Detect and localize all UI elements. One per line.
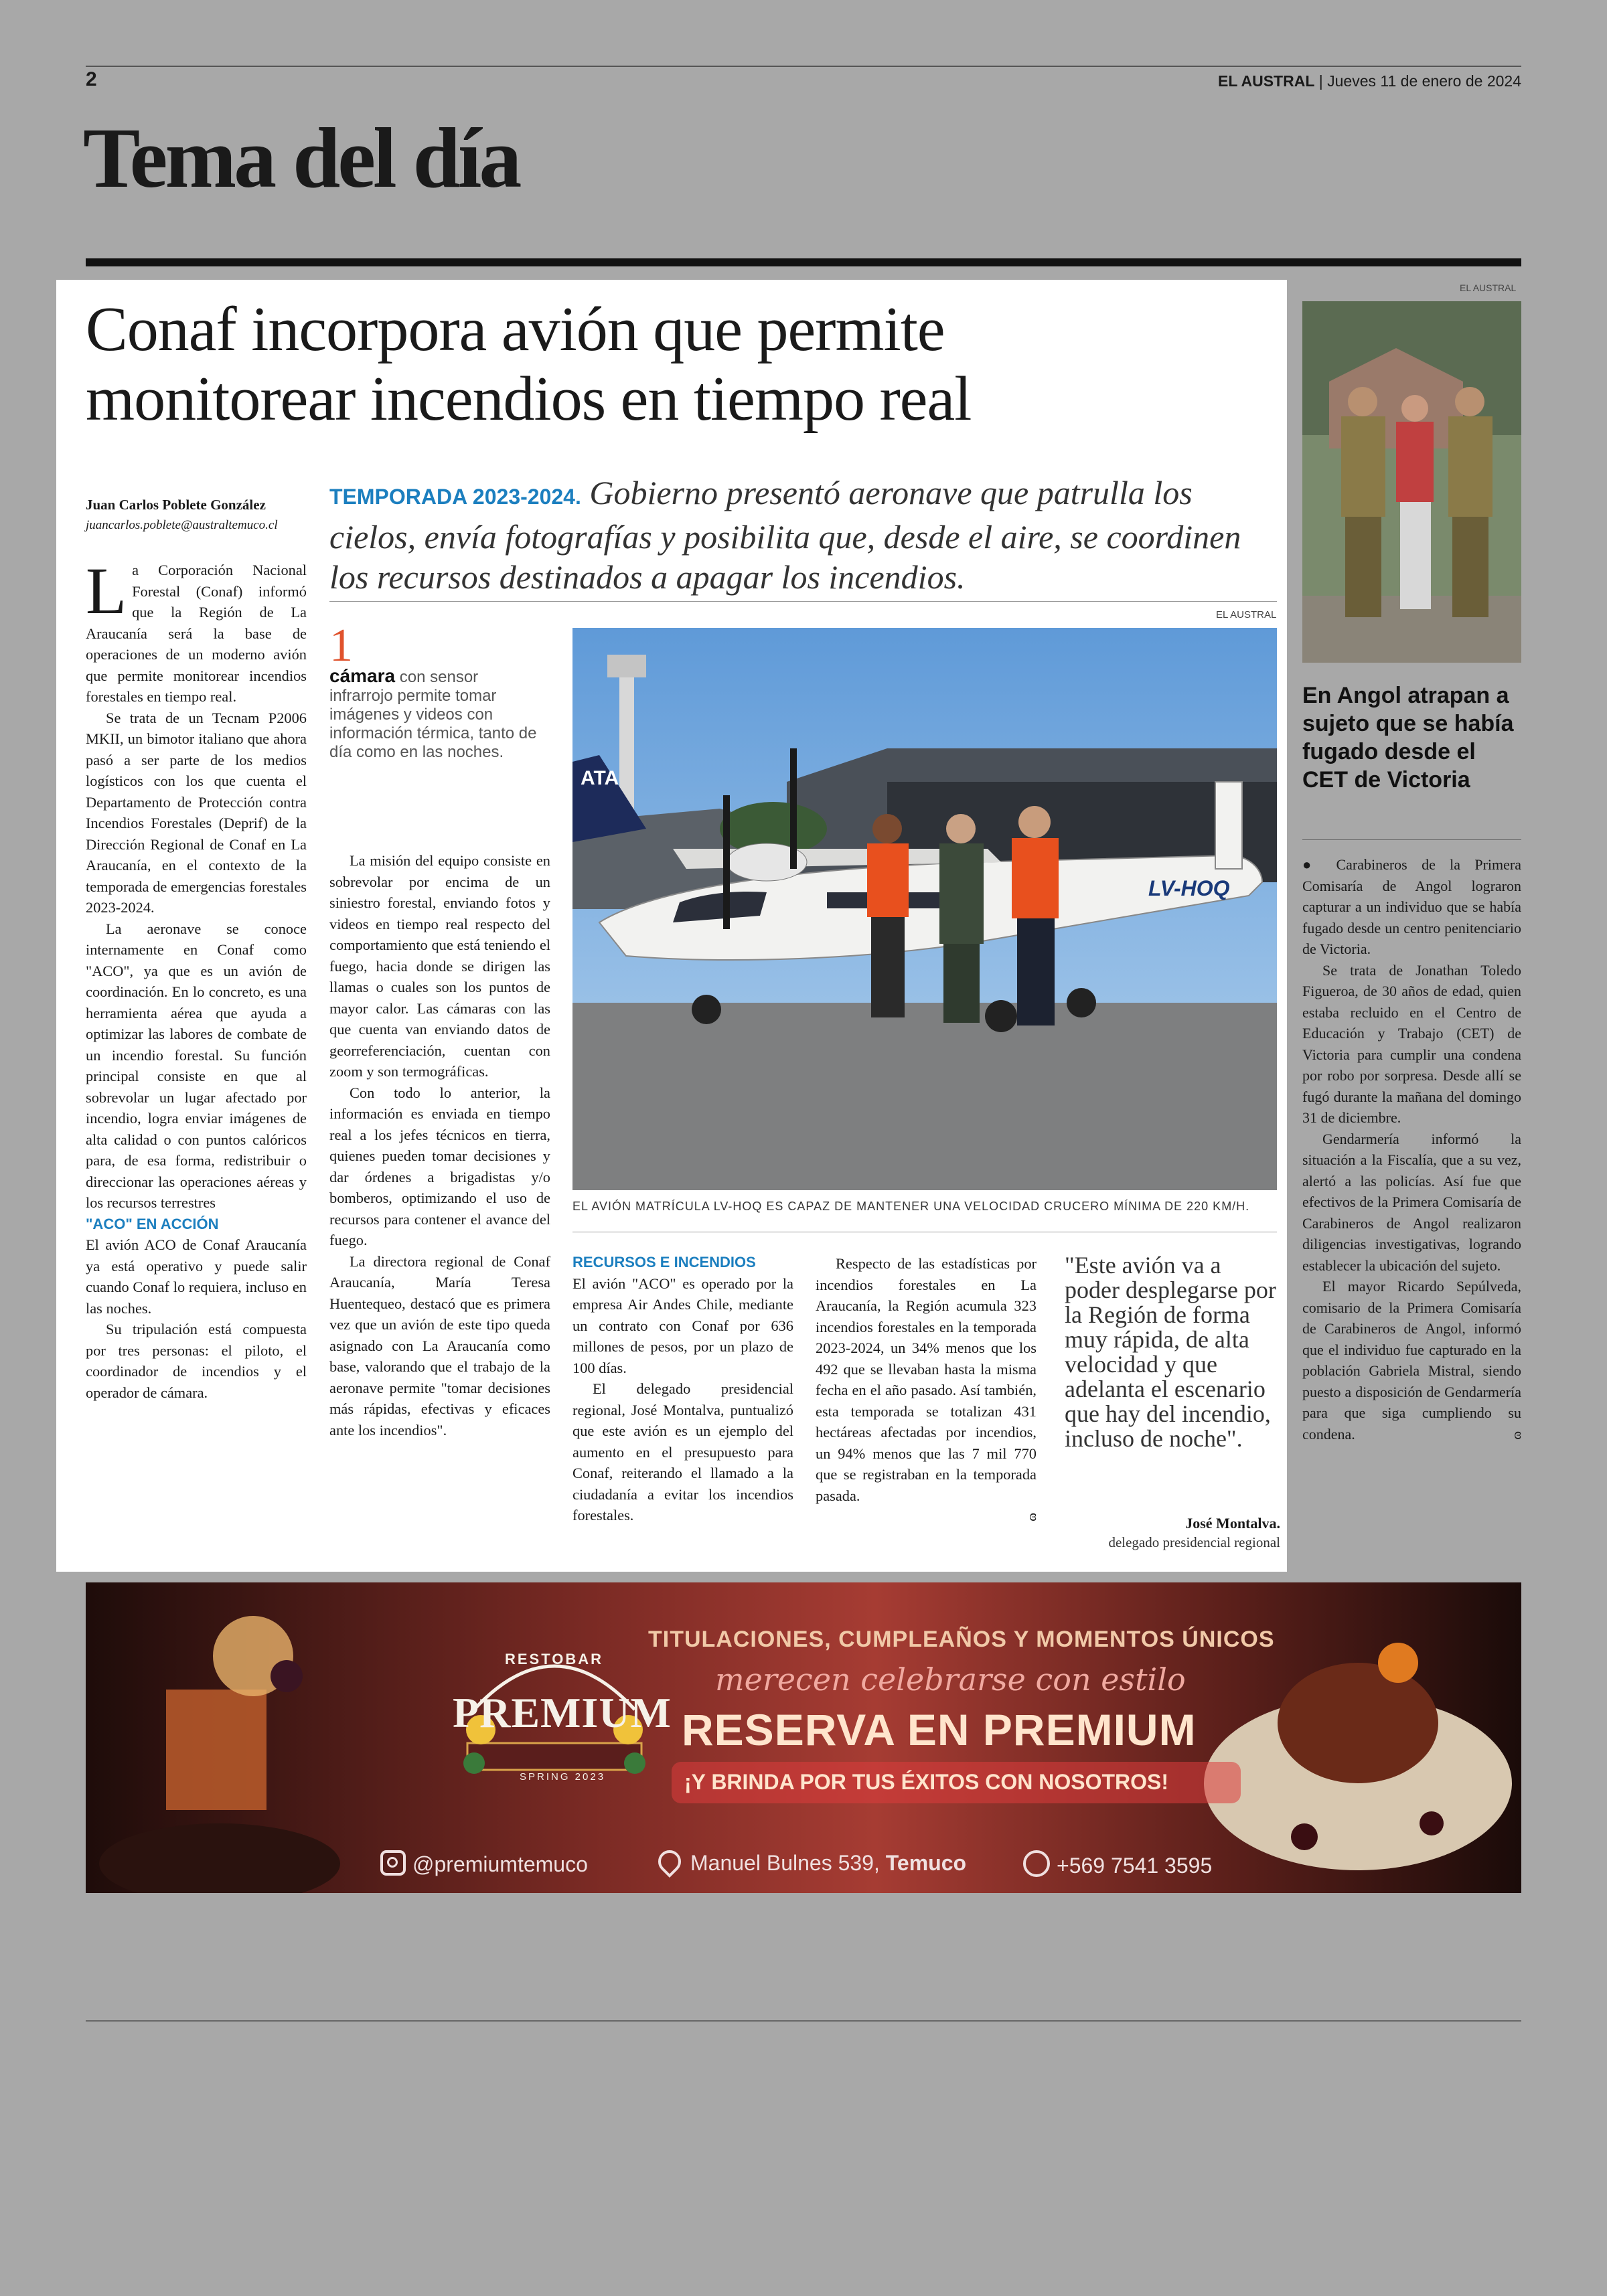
author-email[interactable]: juancarlos.poblete@australtemuco.cl [86, 518, 278, 532]
logo-name: PREMIUM [453, 1689, 672, 1736]
ad-instagram[interactable] [380, 1850, 588, 1877]
advertisement[interactable] [86, 1582, 1521, 1893]
stat-number: 1 [329, 620, 353, 671]
paragraph: El delegado presidencial regional, José Montalva, puntualizó que este avión es un ejemplo del aumento en el presupuesto para Conaf, reiterando el llamado a la ciudadanía a evitar los incendios forestales. [572, 1380, 793, 1524]
paragraph: El avión ACO de Conaf Araucanía ya está operativo y puede salir cuando Conaf lo requiera, incluso en las noches. [86, 1236, 307, 1317]
wheel [692, 995, 721, 1024]
paragraph-text: a Corporación Nacional Forestal (Conaf) informó que la Región de La Araucanía será la base de operaciones de un moderno avión que permite monitorear incendios forestales en tiempo real. [86, 562, 307, 705]
tail [1215, 782, 1242, 869]
quote-author-role: delegado presidencial regional [1108, 1534, 1280, 1550]
article-column-1 [86, 554, 307, 1403]
wheel [1067, 988, 1096, 1017]
paragraph: El mayor Ricardo Sepúlveda, comisario de la Primera Comisaría de Carabineros de Angol, informó que el individuo fue capturado en la población Gabriela Mistral, siendo puesto a disposición de Gendarmería para que siga cumpliendo su condena. [1302, 1278, 1521, 1443]
article-headline [86, 295, 1278, 434]
stat-description: con sensor infrarrojo permite tomar imágenes y videos con información térmica, tanto de día como en las noches. [329, 668, 537, 761]
sidebar-rule [1302, 839, 1521, 840]
headline-line-1: Conaf incorpora avión que permite [86, 295, 945, 364]
quote-author: José Montalva. [1185, 1515, 1280, 1532]
top-rule [86, 66, 1521, 67]
stat-text [329, 667, 544, 762]
sidebar-column [1302, 854, 1521, 1446]
article-column-3 [572, 1238, 793, 1526]
propeller-2 [790, 748, 797, 869]
tarmac [572, 1003, 1277, 1190]
ad-headline: RESERVA EN PREMIUM [682, 1705, 1197, 1754]
ad-tagline: TITULACIONES, CUMPLEAÑOS Y MOMENTOS ÚNICOS [648, 1627, 1275, 1652]
wheel [985, 1000, 1017, 1032]
photo-caption: EL AVIÓN MATRÍCULA LV-HOQ ES CAPAZ DE MANTENER UNA VELOCIDAD CRUCERO MÍNIMA DE 220 KM/H. [572, 1200, 1250, 1213]
ad-script-line: merecen celebrarse con estilo [715, 1661, 1186, 1698]
detainee [1396, 395, 1434, 609]
sidebar-photo [1302, 301, 1521, 663]
section-title: Tema del día [83, 110, 520, 206]
address-city: Temuco [885, 1851, 967, 1875]
paragraph: Gendarmería informó la situación a la Fiscalía, que a su vez, alertó a las policías. Así fue que efectivos de la Primera Comisaría de Carabineros de Angol realizaron diligencias investigativas, logrando establecer la ubicación del sujeto. [1302, 1130, 1521, 1274]
airplane-photo [572, 628, 1277, 1190]
issue-date: Jueves 11 de enero de 2024 [1327, 72, 1521, 90]
paragraph: La misión del equipo consiste en sobrevolar por encima de un siniestro forestal, enviando fotos y videos en tiempo real respecto del comportamiento que está teniendo el fuego, hacia donde se dirigen las llamas o cuales son los puntos de mayor calor. Las cámaras con las que cuenta van enviando datos de georreferenciación, cuentan con zoom y son termográficas. [329, 852, 550, 1080]
drop-cap: L [86, 554, 127, 628]
officer-right [1448, 387, 1493, 617]
article-column-2 [329, 850, 550, 1441]
paragraph [1302, 854, 1521, 960]
paragraph: El avión "ACO" es operado por la empresa Air Andes Chile, mediante un contrato con Conaf por 636 millones de pesos, por un plazo de 100 días. [572, 1275, 793, 1376]
subhead-aco: "ACO" EN ACCIÓN [86, 1215, 219, 1232]
article-column-4 [816, 1253, 1037, 1528]
phone-number: +569 7541 3595 [1057, 1854, 1213, 1878]
kicker-label: TEMPORADA 2023-2024. [329, 485, 581, 509]
police-photo [1302, 301, 1521, 663]
paragraph: Se trata de un Tecnam P2006 MKII, un bimotor italiano que ahora pasó a ser parte de los medios logísticos con los que cuenta el Departamento de Protección contra Incendios Forestales (Deprif) de la Dirección Regional de Conaf en La Araucanía, en el contexto de la temporada de emergencias forestales 2023-2024. [86, 709, 307, 916]
byline: Juan Carlos Poblete González [86, 497, 266, 513]
paragraph: La aeronave se conoce internamente en Conaf como "ACO", ya que es un avión de coordinación. En lo concreto, es una herramienta aérea que ayuda a optimizar las labores de combate de un incendio forestal. Su función principal consiste en que al sobrevolar un lugar afectado por incendio, logra enviar imágenes de alta calidad o con puntos calóricos para, de esa forma, redistribuir o direccionar las operaciones aéreas y los recursos terrestres [86, 920, 307, 1211]
paragraph: Respecto de las estadísticas por incendios forestales en La Araucanía, la Región acumula 323 incendios forestales en la temporada 2023-2024, un 34% menos que los 492 que se llevaban hasta la misma fecha en el año pasado. Así también, esta temporada se totalizan 431 hectáreas afectadas por incendios, un 94% menos que las 7 mil 770 que se registraban en la temporada pasada. [816, 1255, 1037, 1504]
registration-mark: LV-HOQ [1148, 876, 1230, 900]
ad-subline: ¡Y BRINDA POR TUS ÉXITOS CON NOSOTROS! [684, 1770, 1169, 1794]
ad-phone[interactable] [1023, 1850, 1212, 1878]
subhead-recursos: RECURSOS E INCENDIOS [572, 1254, 756, 1270]
paragraph-text: Carabineros de la Primera Comisaría de Angol lograron capturar a un individuo que se había fugado desde un centro penitenciario de Victoria. [1302, 856, 1522, 957]
logo-top-text: RESTOBAR [505, 1651, 604, 1667]
kicker-rule [329, 601, 1277, 602]
pull-quote: "Este avión va a poder desplegarse por la Región de forma muy rápida, de alta velocidad y que adelanta el escenario que hay del incendio, incluso de noche". [1065, 1252, 1276, 1452]
newspaper-name: EL AUSTRAL [1217, 72, 1315, 90]
paragraph: Su tripulación está compuesta por tres personas: el piloto, el coordinador de incendios y el operador de cámara. [86, 1321, 307, 1401]
photo-credit: EL AUSTRAL [1216, 609, 1277, 621]
whatsapp-icon [1023, 1850, 1050, 1877]
person-middle [939, 814, 984, 1023]
bullet: ● [1302, 856, 1322, 873]
kicker-text: Gobierno presentó aeronave que patrulla los cielos, envía fotografías y posibilita que, desde el aire, se coordinen los recursos destinados a apagar los incendios. [329, 474, 1241, 596]
stat-bold: cámara [329, 665, 396, 686]
person-left [867, 814, 909, 1017]
article-photo [572, 628, 1277, 1190]
end-mark: ɞ [1514, 1426, 1521, 1443]
masthead [1218, 72, 1521, 90]
paragraph: Se trata de Jonathan Toledo Figueroa, de 30 años de edad, quien estaba recluido en el Centro de Educación y Trabajo (CET) de Victoria para cumplir una condena por robo por sorpresa. Desde allí se fugó durante la mañana del domingo 31 de diciembre. [1302, 961, 1521, 1126]
propeller [723, 795, 730, 929]
masthead-separator: | [1318, 72, 1323, 90]
location-pin-icon [654, 1846, 686, 1878]
sidebar-photo-credit: EL AUSTRAL [1460, 282, 1517, 293]
logo-bottom-text: SPRING 2023 [520, 1771, 606, 1783]
instagram-handle: @premiumtemuco [412, 1852, 588, 1876]
kicker [329, 473, 1280, 597]
section-rule [86, 258, 1521, 266]
page-number: 2 [86, 68, 97, 90]
person-right [1012, 806, 1059, 1026]
paragraph: Con todo lo anterior, la información es enviada en tiempo real a los jefes técnicos en tierra, quienes pueden tomar decisiones y dar órdenes a brigadistas y/o bomberos, optimizando el uso de recursos para contener el avance del fuego. [329, 1084, 550, 1248]
headline-line-2: monitorear incendios en tiempo real [86, 364, 972, 434]
tower-cab [607, 655, 646, 677]
sidebar-headline: En Angol atrapan a sujeto que se había fugado desde el CET de Victoria [1302, 683, 1514, 793]
end-mark: ɞ [1029, 1507, 1037, 1525]
paragraph: La directora regional de Conaf Araucanía, María Teresa Huentequeo, destacó que es primera vez que un avión de este tipo queda asignado con La Araucanía como base, valorando que el trabajo de la aeronave permite "tomar decisiones más rápidas, efectivas y eficaces ante los incendios". [329, 1252, 550, 1439]
instagram-icon [380, 1850, 406, 1876]
tail-logo: ATA [581, 767, 619, 789]
paragraph [86, 554, 307, 708]
ad-address [658, 1850, 966, 1876]
bottom-rule [86, 2020, 1521, 2022]
address-text: Manuel Bulnes 539, [690, 1851, 880, 1875]
officer-left [1341, 387, 1385, 617]
